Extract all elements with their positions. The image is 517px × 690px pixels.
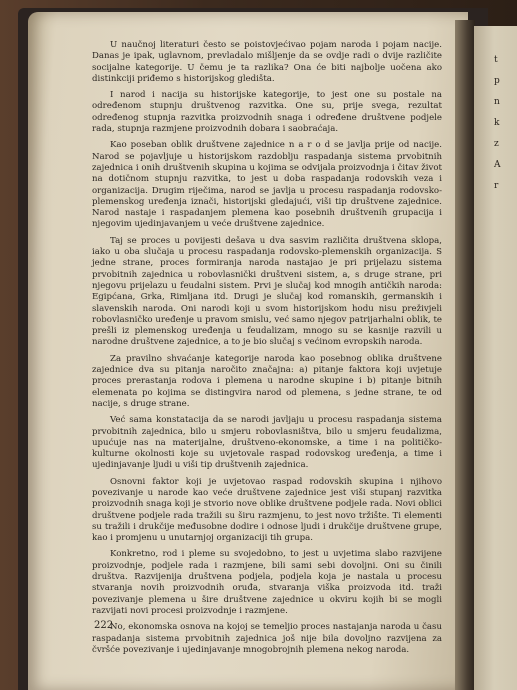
fragment: t <box>494 55 498 65</box>
fragment: n <box>494 97 500 107</box>
paragraph: Već sama konstatacija da se narodi javljaju u procesu raspadanja sistema prvobitnih zajednica, bilo u smjeru robovlasništva, bilo u smjeru feudalizma, upućuje nas na materijalne, društveno-ekonomske, a time i na političko-kulturne okolnosti koje su uvjetovale raspad rodovskog uređenja, a time i ujedinjavanje ljudi u viši tip društvenih zajednica. <box>92 415 442 471</box>
page-number: 222 <box>94 620 114 631</box>
paragraph: Taj se proces u povijesti dešava u dva sasvim različita društvena sklopa, iako u oba slučaja u procesu raspadanja rodovsko-plemenskih organizacija. S jedne strane, proces formiranja naroda nastajao je pri prijelazu sistema prvobitnih zajednica u robovlasnički društveni sistem, a, s druge strane, pri njegovu prijelazu u feudalni sistem. Prvi je slučaj kod mnogih antičkih naroda: Egipćana, Grka, Rimljana itd. Drugi je slučaj kod romanskih, germanskih i slavenskih naroda. Oni narodi koji u svom historijskom hodu nisu preživjeli robovlasničko uređenje u pravom smislu, već samo njegov patrijarhalni oblik, te prešli iz plemenskog uređenja u feudalizam, mnogo su se kasnije razvili u narodne društvene zajednice, a to je bio slučaj s većinom evropskih naroda. <box>92 235 442 348</box>
fragment: r <box>494 181 499 191</box>
fragment: p <box>494 76 500 86</box>
fragment: A <box>494 160 501 170</box>
page-body-text <box>92 40 442 661</box>
paragraph: Kao poseban oblik društvene zajednice n a r o d se javlja prije od nacije. Narod se pojavljuje u historijskom razdoblju raspadanja sistema prvobitnih zajednica i onih društvenih skupina u kojima se odvijala proizvodnja i čitav život na dotičnom stupnju razvitka, to jest u doba raspadanja rodovskih veza i organizacija. Drugim riječima, narod se javlja u procesu raspadanja rodovsko-plemenskog uređenja iznači, historijski gledajući, viši tip društvene zajednice. Narod nastaje i raspadanjem plemena kao posebnih društvenih grupacija i njegovim ujedinjavanjem u veće društvene zajednice. <box>92 140 442 230</box>
fragment: z <box>494 139 499 149</box>
paragraph: Za pravilno shvaćanje kategorije naroda kao posebnog oblika društvene zajednice dva su pitanja naročito značajna: a) pitanje faktora koji uvjetuje proces prerastanja rodova i plemena u narodne skupine i b) pitanje bitnih elemenata po kojima se distingvira narod od plemena, s jedne strane, te od nacije, s druge strane. <box>92 353 442 409</box>
book-gutter <box>455 20 475 690</box>
paragraph: Osnovni faktor koji je uvjetovao raspad rodovskih skupina i njihovo povezivanje u narode kao veće društvene zajednice jest viši stupanj razvitka proizvodnih snaga koji je stvorio nove oblike društvene podjele rada. Novi oblici društvene podjele rada tražili su širu razmjenu, to jest novo tržište. Ti elementi su tražili i drukčije međusobne dodire i odnose ljudi i drukčije društvene grupe, kao i promjenu u unutarnjoj organizaciji tih grupa. <box>92 476 442 544</box>
fragment: k <box>494 118 500 128</box>
paragraph: I narod i nacija su historijske kategorije, to jest one su postale na određenom stupnju društvenog razvitka. One su, prije svega, rezultat određenog stupnja razvitka proizvodnih snaga i određene društvene podjele rada, stupnja razmjene proizvodnih dobara i saobraćaja. <box>92 90 442 135</box>
right-page-text-fragments <box>494 50 517 197</box>
paragraph: U naučnoj literaturi često se poistovjećivao pojam naroda i pojam nacije. Danas je ipak, uglavnom, prevladalo mišljenje da se ovdje radi o dvije različite socijalne kategorije. U čemu je ta razlika? Ona će biti najbolje uočena ako distinkciji priđemo s historijskog gledišta. <box>92 40 442 84</box>
paragraph: No, ekonomska osnova na kojoj se temeljio proces nastajanja naroda u času raspadanja sistema prvobitnih zajednica još nije bila dovoljno razvijena za čvršće povezivanje i ujedinjavanje mnogobrojnih plemena nekog naroda. <box>92 622 442 655</box>
paragraph: Konkretno, rod i pleme su svojedobno, to jest u uvjetima slabo razvijene proizvodnje, podjele rada i razmjene, bili sami sebi dovoljni. Oni su činili društva. Razvijenija društvena podjela, podjela koja je nastala u procesu stvaranja novih proizvodnih oruđa, stvaranja viška proizvoda itd. traži povezivanje plemena u šire društvene zajednice u okviru kojih bi se mogli razvijati novi procesi proizvodnje i razmjene. <box>92 549 442 616</box>
